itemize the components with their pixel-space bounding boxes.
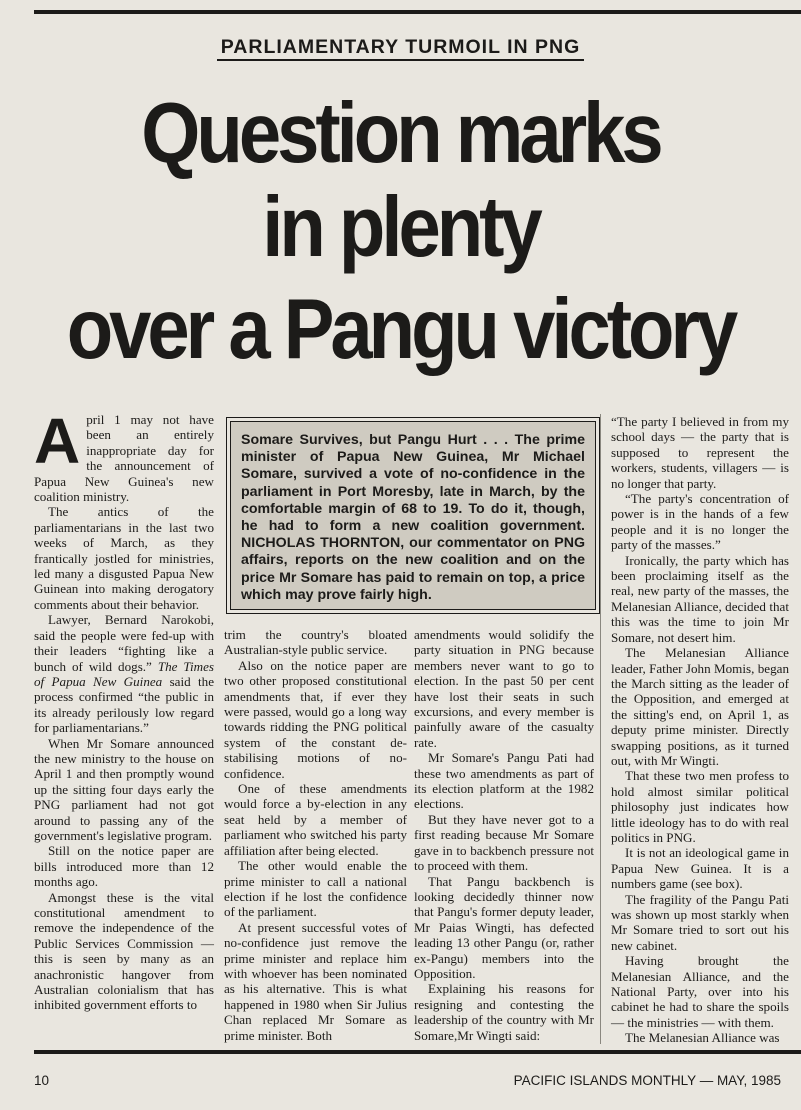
paragraph: That Pangu backbench is looking decidedly thinner now that Pangu's former deputy leader, Mr Paias Wingti, has defected leading 13 other Pangu (or, rather ex-Pangu) members into the Opposition. — [414, 873, 594, 981]
kicker-text: PARLIAMENTARY TURMOIL IN PNG — [217, 36, 585, 61]
paragraph: Explaining his reasons for resigning and contesting the leadership of the country with Mr Somare,Mr Wingti said: — [414, 981, 594, 1043]
publication-title: The Times of Papua New Guinea — [34, 658, 214, 689]
paragraph: trim the country's bloated Australian-style public service. — [224, 627, 407, 658]
paragraph: “The party's concentration of power is in the hands of a few people and it is no longer the party of the masses.” — [611, 491, 789, 553]
top-rule — [34, 10, 801, 14]
paragraph: That these two men profess to hold almost similar political philosophy just indicates how little ideology has to do with real politics in PNG. — [611, 768, 789, 845]
intro-box-text: Somare Survives, but Pangu Hurt . . . The prime minister of Papua New Guinea, Mr Michael Somare, survived a vote of no-confidence in the parliament in Port Moresby, late in March, by the comfortable margin of 68 to 19. To do it, though, he had to form a new coalition government. NICHOLAS THORNTON, our commentator on PNG affairs, reports on the new coalition and on the price Mr Somare has paid to remain on top, a price which may prove fairly high. — [230, 421, 596, 610]
paragraph: The fragility of the Pangu Pati was shown up most starkly when Mr Somare tried to sort out his new cabinet. — [611, 891, 789, 953]
intro-box — [226, 417, 600, 614]
paragraph: Also on the notice paper are two other proposed constitutional amendments that, if ever they were passed, would go a long way towards ridding the PNG political system of the constant de-stabilising motions of no-confidence. — [224, 657, 407, 781]
paragraph: Mr Somare's Pangu Pati had these two amendments as part of its election platform at the 1982 elections. — [414, 750, 594, 812]
paragraph: The Melanesian Alliance was — [625, 1030, 780, 1046]
section-kicker — [0, 36, 801, 59]
drop-cap: A — [34, 405, 81, 477]
paragraph: Lawyer, Bernard Narokobi, said the people were fed-up with their leaders “fighting like a bunch of wild dogs.” The Times of Papua New Guinea said the process confirmed “the public in its already perilously low regard for parliamentarians.” — [34, 612, 215, 736]
bottom-rule — [34, 1050, 801, 1054]
paragraph: When Mr Somare announced the new ministry to the house on April 1 and then promptly wound up the sitting four days early the PNG parliament had not got around to passing any of the government's legislative program. — [34, 735, 214, 843]
article-column-1 — [34, 405, 215, 1013]
paragraph: Still on the notice paper are bills introduced more than 12 months ago. — [34, 843, 214, 890]
paragraph: “The party I believed in from my school days — the party that is supposed to represent the workers, students, villagers — is no longer that party. — [611, 414, 789, 491]
paragraph: The antics of the parliamentarians in the last two weeks of March, as they frantically jostled for ministries, led many a disgusted Papua New Guinean into making derogatory comments about their behavior. — [34, 504, 214, 612]
paragraph: But they have never got to a first reading because Mr Somare gave in to backbench pressure not to proceed with them. — [414, 811, 594, 874]
paragraph: One of these amendments would force a by-election in any seat held by a member of parliament who switched his party affiliation after being elected. — [224, 781, 407, 858]
page-number: 10 — [34, 1073, 50, 1088]
article-column-3 — [414, 627, 594, 1043]
column-divider — [600, 414, 601, 1044]
paragraph: April 1 may not have been an entirely inappropriate day for the announcement of Papua New Guinea's new coalition ministry. — [34, 405, 214, 505]
headline-line-3: over a Pangu victory — [66, 281, 735, 378]
paragraph: amendments would solidify the party situation in PNG because members never want to go to election. In the past 50 per cent have lost their seats in such excursions, and every member is painfully aware of the casualty rate. — [414, 627, 594, 750]
paragraph: The Melanesian Alliance leader, Father John Momis, began the March sitting as the leader of the Opposition, and emerged at the sitting's end, on April 1, as deputy prime minister. Directly swapping positions, as it turned out, with Mr Wingti. — [611, 645, 789, 768]
paragraph: It is not an ideological game in Papua New Guinea. It is a numbers game (see box). — [611, 845, 789, 892]
headline-line-1: Question marks — [141, 85, 660, 182]
paragraph: Amongst these is the vital constitutional amendment to remove the independence of the Public Services Commission — this is seen by many as an anachronistic hangover from Australian colonialism that has inhibited government efforts to — [34, 889, 214, 1013]
paragraph: Ironically, the party which has been proclaiming itself as the real, new party of the masses, the Melanesian Alliance, decided that this was the time to join Mr Somare, not desert him. — [611, 552, 789, 645]
paragraph: At present successful votes of no-confidence just remove the prime minister and replace him with whoever has been nominated as his alternative. This is what happened in 1980 when Sir Julius Chan replaced Mr Somare as prime minister. Both — [224, 919, 407, 1043]
paragraph: The other would enable the prime minister to call a national election if he lost the confidence of the parliament. — [224, 858, 407, 920]
publication-footer: PACIFIC ISLANDS MONTHLY — MAY, 1985 — [513, 1073, 781, 1088]
paragraph: Having brought the Melanesian Alliance, and the National Party, over into his cabinet he had to share the spoils — the ministries — with them. — [611, 953, 789, 1030]
article-column-4 — [611, 414, 789, 1046]
headline-line-2: in plenty — [262, 179, 539, 276]
article-column-2 — [224, 627, 407, 1043]
